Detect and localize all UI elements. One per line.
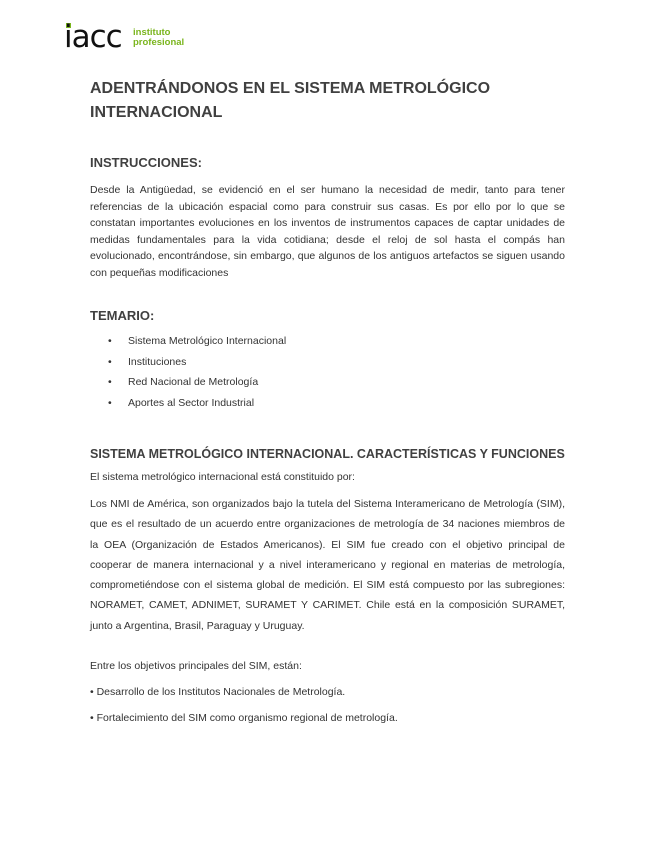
section-intro: El sistema metrológico internacional está constituido por: bbox=[90, 471, 355, 483]
temario-heading: TEMARIO: bbox=[90, 308, 155, 323]
temario-list bbox=[108, 331, 286, 413]
list-item: • Red Nacional de Metrología bbox=[108, 372, 286, 393]
list-item: • Sistema Metrológico Internacional bbox=[108, 331, 286, 352]
list-item: • Instituciones bbox=[108, 352, 286, 373]
list-item: • Aportes al Sector Industrial bbox=[108, 393, 286, 414]
instrucciones-heading: INSTRUCCIONES: bbox=[90, 155, 202, 170]
logo-line2: profesional bbox=[133, 37, 185, 48]
instrucciones-text: Desde la Antigüedad, se evidenció en el ser humano la necesidad de medir, tanto para tener referencias de la ubicación espacial como para construir sus casas. Es por ello por lo que se constatan importantes evoluciones en los inventos de instrumentos capaces de captar unidades de medidas fundamentales para la vida cotidiana; desde el reloj de sol hasta el compás han evolucionado, encontrándose, sin embargo, que algunos de los antiguos artefactos se siguen usando con pequeñas modificaciones bbox=[90, 184, 565, 279]
page-title: ADENTRÁNDONOS EN EL SISTEMA METROLÓGICO INTERNACIONAL bbox=[90, 80, 491, 121]
objetivos-intro: Entre los objetivos principales del SIM, están: bbox=[90, 660, 302, 672]
objetivo-item: • Desarrollo de los Institutos Nacionales de Metrología. bbox=[90, 686, 346, 698]
logo-mark: iacc bbox=[64, 19, 122, 55]
objetivo-item: • Fortalecimiento del SIM como organismo regional de metrología. bbox=[90, 712, 398, 724]
logo-line1: instituto bbox=[133, 27, 171, 38]
section-heading: SISTEMA METROLÓGICO INTERNACIONAL. CARACTERÍSTICAS Y FUNCIONES bbox=[90, 447, 565, 461]
logo-subtitle bbox=[133, 28, 184, 48]
section-body: Los NMI de América, son organizados bajo la tutela del Sistema Interamericano de Metrología (SIM), que es el resultado de un acuerdo entre organizaciones de metrología de 34 naciones miembros de la OEA (Organización de Estados Americanos). El SIM fue creado con el objetivo principal de cooperar de manera internacional y a nivel interamericano y regional en materias de metrología, comprometiéndose con el sistema global de medición. El SIM está compuesto por las subregiones: NORAMET, CAMET, ADNIMET, SURAMET Y CARIMET. Chile está en la composición SURAMET, junto a Argentina, Brasil, Paraguay y Uruguay. bbox=[90, 498, 565, 632]
